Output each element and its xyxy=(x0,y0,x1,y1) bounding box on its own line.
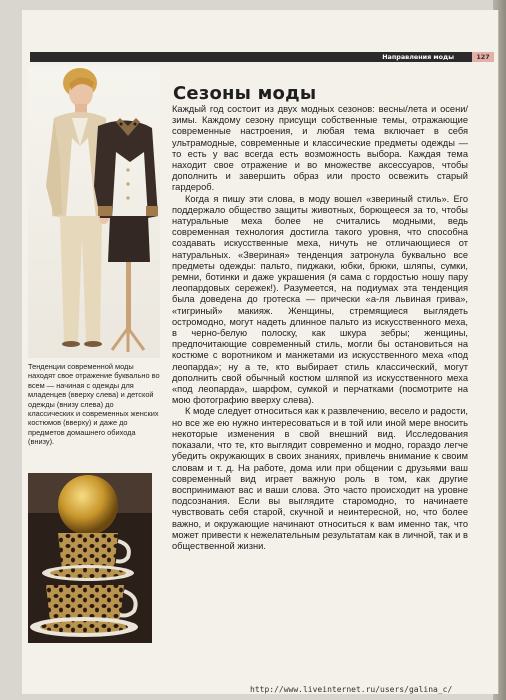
fashion-photo-suits xyxy=(28,66,160,358)
page-number: 127 xyxy=(476,53,490,61)
article-body xyxy=(172,104,468,552)
leopard-cups-photo xyxy=(28,473,152,643)
section-title: Направления моды xyxy=(382,53,454,61)
article-title: Сезоны моды xyxy=(173,83,317,104)
watermark-url: http://www.liveinternet.ru/users/galina_c/ xyxy=(250,685,453,694)
article-paragraph: К моде следует относиться как к развлечению, весело и радости, но все же ею нужно интересоваться и в той или иной мере вносить некоторые изменения в свой внешний вид. Исследования показали, что те, кто выглядит современно и модно, гораздо легче убедить окружающих в своих знаниях, привлечь внимание к своим словам и т. д. На работе, дома или при общении с друзьями ваш современный вид играет важную роль в том, как другие воспринимают вас и ваши слова. Это часто происходит на уровне подсознания. Если вы выглядите старомодно, то начинаете чувствовать себя старой, скучной и неинтересной, но, что более важно, и окружающие начинают относиться к вам именно так, что может привести к нежелательным результатам как в личной, так и в общественной жизни. xyxy=(172,406,468,551)
article-paragraph: Когда я пишу эти слова, в моду вошел «звериный стиль». Его поддержало общество защиты животных, борющееся за то, чтобы натуральные меха более не считались модными, ведь современная технология достигла такого уровня, что способна создавать искусственные меха, ничуть не отличающиеся от натуральных. «Звериная» тенденция затронула буквально все предметы одежды: пальто, пиджаки, юбки, брюки, шляпы, сумки, ремни, ботинки и даже украшения (я сама с гордостью ношу пару леопардовых сережек!). Разумеется, на подиумах эта тенденция была доведена до гротеска — прически «а-ля львиная грива», «тигриный» макияж. Женщины, стремящиеся выглядеть остромодно, могут надеть длинное пальто из искусственного меха, в черно-белую полоску, как шкура зебры; женщины, предпочитающие современный стиль, могли бы остановиться на костюме с воротником и манжетами из искусственного меха «под леопарда»; ну а те, кто выбирает стиль классический, могут дополнить свой обычный костюм шляпой из искусственного меха «под леопарда», шарфом, сумкой и перчатками (посмотрите на мою фотографию вверху слева). xyxy=(172,193,468,406)
photo-caption: Тенденции современной моды находят свое отражение буквально во всем — начиная с одежды для младенцев (вверху слева) и детской одежды (внизу слева) до классических и современных женских костюмов (вверху) и даже до предметов домашнего обихода (внизу). xyxy=(28,362,160,447)
article-paragraph: Каждый год состоит из двух модных сезонов: весны/лета и осени/зимы. Каждому сезону присущи собственные темы, отражающие современные настроения, и любая тема включает в себя ультрамодные, современные и классические предметы одежды — то есть у вас всегда есть возможность выбора. Каждая тема находит свое отражение и во множестве аксессуаров, чтобы дополнить и завершить образ или просто освежить старый гардероб. xyxy=(172,104,468,193)
